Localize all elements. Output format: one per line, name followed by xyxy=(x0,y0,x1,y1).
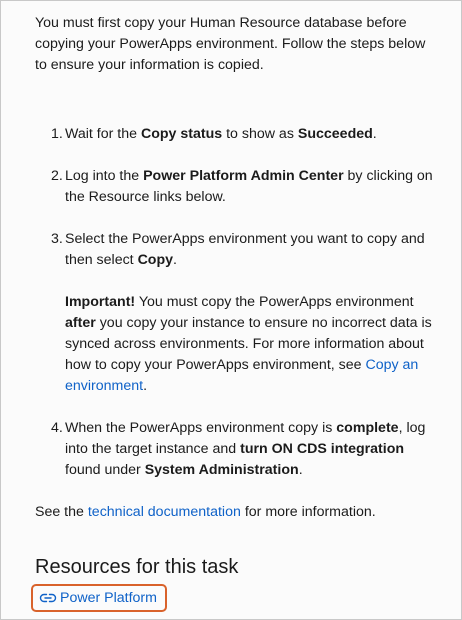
intro-text: You must first copy your Human Resource database before copying your PowerApps environment. Follow the steps below to ensure your information is copied. xyxy=(35,15,426,73)
step-item-3 xyxy=(35,229,439,397)
note-text: You must copy the PowerApps environment xyxy=(135,294,414,310)
note-text: you copy your instance to ensure no incorrect data is synced across environments. For more information about how to copy your PowerApps environment, see xyxy=(65,315,432,373)
step-text: by clicking on the Resource links below. xyxy=(65,168,433,205)
step-item-4 xyxy=(35,418,439,481)
copy-environment-link[interactable]: Copy an environment xyxy=(65,357,419,394)
resource-link-label: Power Platform xyxy=(60,590,157,606)
docs-text: for more information. xyxy=(240,504,376,520)
step-bold-text: Succeeded xyxy=(297,126,373,142)
step-text: to show as xyxy=(222,126,298,142)
step-bold-text: Copy xyxy=(137,252,174,268)
step-item-2 xyxy=(35,166,439,208)
note-text: . xyxy=(143,378,148,394)
technical-documentation-link[interactable]: technical documentation xyxy=(87,504,241,520)
power-platform-resource-link[interactable] xyxy=(31,584,167,612)
step-text: When the PowerApps environment copy is xyxy=(65,420,337,436)
step-text: found under xyxy=(65,462,145,478)
important-note xyxy=(65,292,439,397)
step-number: 1. xyxy=(51,126,63,142)
steps-list xyxy=(35,124,439,481)
step-bold-text: turn ON CDS integration xyxy=(240,441,405,457)
link-icon xyxy=(39,591,57,605)
step-number: 3. xyxy=(51,231,63,247)
task-content xyxy=(35,13,439,580)
step-bold-text: complete xyxy=(336,420,399,436)
step-bold-text: Copy status xyxy=(140,126,223,142)
step-text: , log into the target instance and xyxy=(65,420,426,457)
step-text: Wait for the xyxy=(65,126,141,142)
step-text: . xyxy=(372,126,377,142)
step-bold-text: Power Platform Admin Center xyxy=(143,168,344,184)
step-text: Select the PowerApps environment you want to copy and then select xyxy=(65,231,425,268)
docs-text: See the xyxy=(35,504,88,520)
step-text: Log into the xyxy=(65,168,144,184)
step-bold-text: System Administration xyxy=(144,462,299,478)
step-number: 2. xyxy=(51,168,63,184)
note-bold-text: after xyxy=(65,315,96,331)
step-text: . xyxy=(298,462,303,478)
important-label: Important! xyxy=(65,294,136,310)
step-text: . xyxy=(173,252,177,268)
step-number: 4. xyxy=(51,420,63,436)
resources-heading: Resources for this task xyxy=(35,556,239,578)
see-documentation-text xyxy=(35,502,439,523)
step-item-1 xyxy=(35,124,439,145)
